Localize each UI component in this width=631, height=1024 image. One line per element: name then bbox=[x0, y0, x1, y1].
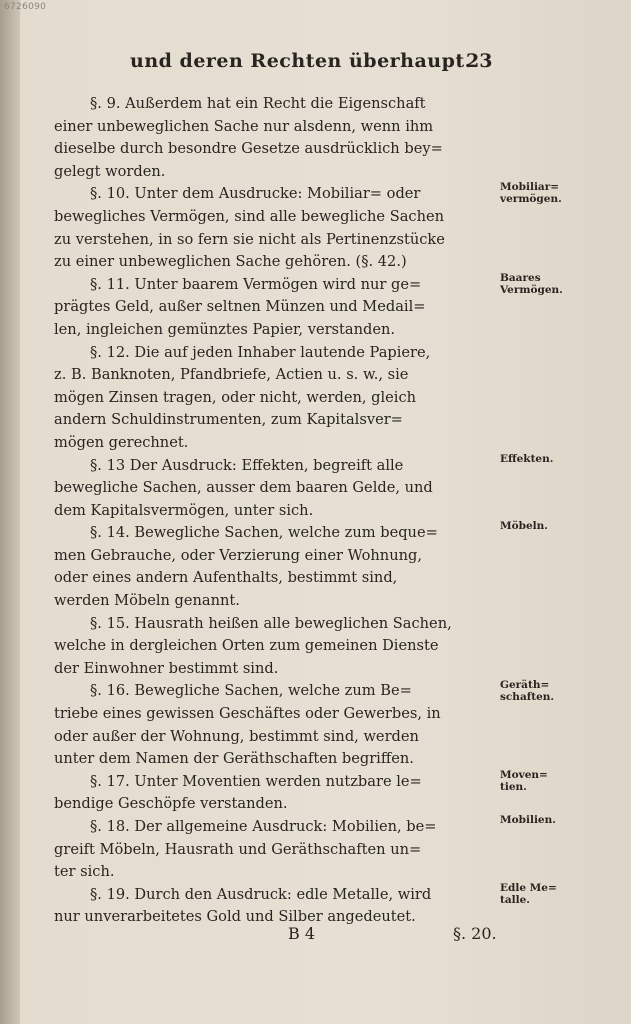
text-line: §. 13 Der Ausdruck: Effekten, begreift alle bbox=[90, 456, 404, 474]
text-line: prägtes Geld, außer seltnen Münzen und Medail= bbox=[54, 298, 426, 316]
text-line: welche in dergleichen Orten zum gemeinen Dienste bbox=[54, 637, 439, 655]
signature-mark: B 4 bbox=[288, 924, 316, 943]
note-geraethschaften bbox=[500, 679, 554, 703]
text-line: der Einwohner bestimmt sind. bbox=[54, 659, 279, 677]
text-line: oder eines andern Aufenthalts, bestimmt sind, bbox=[54, 569, 398, 587]
text-line: oder außer der Wohnung, bestimmt sind, werden bbox=[54, 727, 419, 745]
margin-note-line: Mobilien. bbox=[500, 814, 556, 827]
text-line: §. 10. Unter dem Ausdrucke: Mobiliar= oder bbox=[90, 185, 421, 203]
text-line: unter dem Namen der Geräthschaften begriffen. bbox=[54, 750, 414, 768]
margin-note-line: vermögen. bbox=[500, 193, 562, 206]
page-number: 23 bbox=[466, 50, 493, 72]
text-line: bewegliches Vermögen, sind alle bewegliche Sachen bbox=[54, 207, 444, 225]
text-line: len, ingleichen gemünztes Papier, verstanden. bbox=[54, 320, 396, 338]
text-line: §. 14. Bewegliche Sachen, welche zum beque= bbox=[90, 524, 438, 542]
note-mobilien bbox=[500, 814, 556, 826]
text-line: greift Möbeln, Hausrath und Geräthschaften un= bbox=[54, 840, 422, 858]
margin-note-line: Möbeln. bbox=[500, 520, 548, 533]
margin-note-line: Geräth= bbox=[500, 678, 550, 691]
text-line: §. 11. Unter baarem Vermögen wird nur ge= bbox=[90, 275, 422, 293]
main-text bbox=[54, 93, 504, 929]
text-line: nur unverarbeitetes Gold und Silber angedeutet. bbox=[54, 908, 416, 926]
text-line: mögen gerechnet. bbox=[54, 433, 189, 451]
text-line: dem Kapitalsvermögen, unter sich. bbox=[54, 501, 314, 519]
running-header bbox=[0, 50, 631, 78]
text-line: andern Schuldinstrumenten, zum Kapitalsver= bbox=[54, 411, 403, 429]
text-line: ter sich. bbox=[54, 863, 115, 881]
note-moventien bbox=[500, 769, 548, 793]
margin-note-line: talle. bbox=[500, 894, 530, 906]
text-line: §. 12. Die auf jeden Inhaber lautende Papiere, bbox=[90, 343, 431, 361]
margin-note-line: Mobiliar= bbox=[500, 181, 560, 194]
text-line: §. 18. Der allgemeine Ausdruck: Mobilien, be= bbox=[90, 818, 437, 835]
note-effekten bbox=[500, 453, 553, 465]
text-line: men Gebrauche, oder Verzierung einer Wohnung, bbox=[54, 546, 422, 564]
page-footer bbox=[0, 924, 631, 948]
text-line: zu verstehen, in so fern sie nicht als Pertinenzstücke bbox=[54, 230, 445, 248]
margin-note-line: Edle Me= bbox=[500, 882, 557, 894]
library-stamp: 6726090 bbox=[4, 2, 47, 12]
text-line: §. 19. Durch den Ausdruck: edle Metalle, wird bbox=[90, 885, 432, 903]
text-line: z. B. Banknoten, Pfandbriefe, Actien u. s. w., sie bbox=[54, 366, 409, 384]
text-line: §. 15. Hausrath heißen alle beweglichen Sachen, bbox=[90, 614, 452, 632]
margin-note-line: Vermögen. bbox=[500, 283, 563, 296]
text-line: zu einer unbeweglichen Sache gehören. (§. 42.) bbox=[54, 253, 407, 271]
note-moebeln bbox=[500, 520, 548, 532]
text-line: dieselbe durch besondre Gesetze ausdrücklich bey= bbox=[54, 140, 443, 158]
page-binding-edge bbox=[0, 0, 20, 1024]
text-line: triebe eines gewissen Geschäftes oder Gewerbes, in bbox=[54, 705, 441, 723]
margin-note-line: Moven= bbox=[500, 769, 548, 781]
text-line: einer unbeweglichen Sache nur alsdenn, wenn ihm bbox=[54, 117, 434, 135]
margin-note-line: tien. bbox=[500, 781, 527, 793]
running-title: und deren Rechten überhaupt. bbox=[130, 50, 472, 72]
text-line: §. 17. Unter Moventien werden nutzbare le= bbox=[90, 772, 422, 790]
text-line: werden Möbeln genannt. bbox=[54, 592, 240, 610]
text-line: bewegliche Sachen, ausser dem baaren Gelde, und bbox=[54, 479, 433, 497]
text-line: gelegt worden. bbox=[54, 162, 166, 180]
text-line: bendige Geschöpfe verstanden. bbox=[54, 795, 288, 813]
text-line: mögen Zinsen tragen, oder nicht, werden, gleich bbox=[54, 388, 417, 406]
margin-note-line: schaften. bbox=[500, 690, 555, 703]
note-edle-metalle bbox=[500, 882, 557, 906]
catchword: §. 20. bbox=[453, 924, 497, 943]
text-line: §. 16. Bewegliche Sachen, welche zum Be= bbox=[90, 682, 412, 700]
text-line: §. 9. Außerdem hat ein Recht die Eigenschaft bbox=[90, 95, 426, 112]
margin-note-line: Effekten. bbox=[500, 452, 554, 465]
note-mobiliarvermoegen bbox=[500, 181, 562, 205]
margin-note-line: Baares bbox=[500, 271, 541, 284]
note-baares-vermoegen bbox=[500, 272, 563, 296]
